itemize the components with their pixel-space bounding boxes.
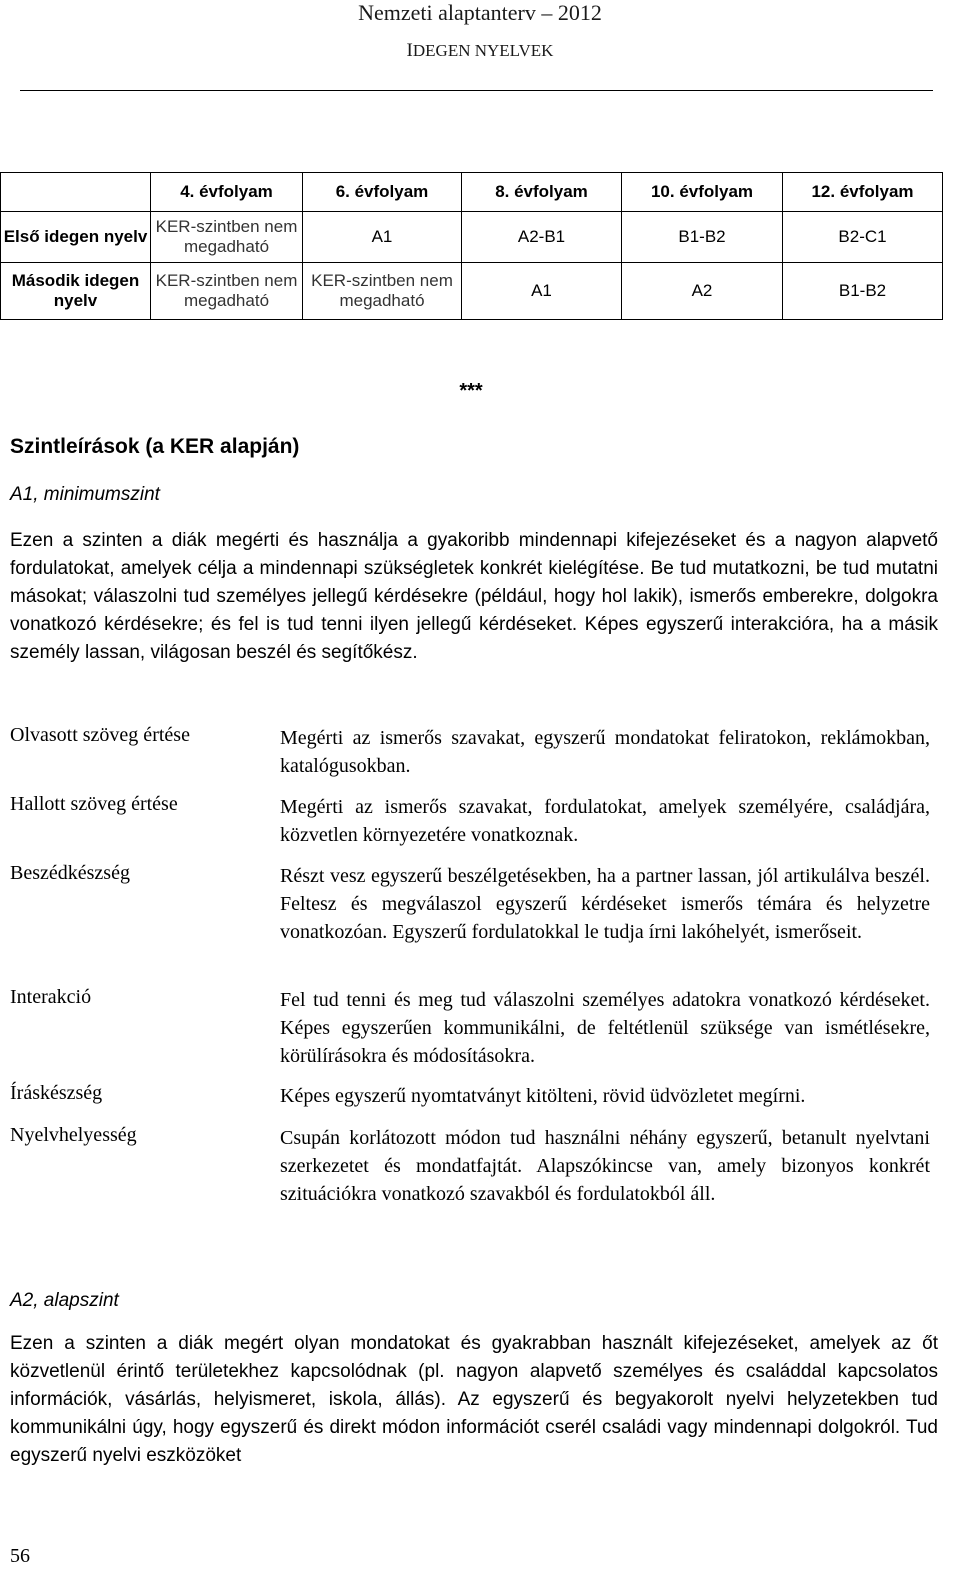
page-number: 56 xyxy=(10,1545,30,1567)
a2-intro-paragraph: Ezen a szinten a diák megért olyan mondatokat és gyakrabban használt kifejezéseket, amelyek az őt közvetlenül érintő területekhez kapcsolódnak (pl. nagyon alapvető személyes és családdal kapcsolatos információk, vásárlás, helyismeret, iskola, állás). Az egyszerű és begyakorolt nyelvi helyzetekben tud kommunikálni úgy, hogy egyszerű és direkt módon információt cserél családi vagy mindennapi dolgokról. Tud egyszerű nyelvi eszközöket xyxy=(10,1333,938,1466)
document-title: Nemzeti alaptanterv – 2012 xyxy=(358,0,602,25)
document-subtitle xyxy=(0,40,960,62)
table-cell: A2-B1 xyxy=(462,212,622,263)
skill-label-speaking: Beszédkészség xyxy=(10,862,130,884)
table-row-second-language xyxy=(1,263,943,320)
table-header-row xyxy=(1,173,943,212)
table-cell: B1-B2 xyxy=(783,263,943,320)
table-cell: B2-C1 xyxy=(783,212,943,263)
table-cell: A1 xyxy=(303,212,462,263)
header-rule xyxy=(20,90,933,91)
subtitle-initial: I xyxy=(406,40,413,61)
skill-text-speaking: Részt vesz egyszerű beszélgetésekben, ha a partner lassan, jól artikulálva beszél. Feltesz és megválaszol egyszerű kérdéseket ismerős témára és helyzetre vonatkozóan. Egyszerű fordulatokkal le tudja írni lakóhelyét, ismerőseit. xyxy=(280,865,930,943)
col-header-grade-6: 6. évfolyam xyxy=(303,173,462,212)
skill-text-interaction: Fel tud tenni és meg tud válaszolni személyes adatokra vonatkozó kérdéseket. Képes egyszerűen kommunikálni, de feltétlenül szüksége van ismétlésekre, körülírásokra és módosításokra. xyxy=(280,989,930,1067)
table-cell: KER-szintben nem megadható xyxy=(151,212,303,263)
table-cell: A2 xyxy=(622,263,783,320)
skill-text-accuracy: Csupán korlátozott módon tud használni néhány egyszerű, betanult nyelvtani szerkezetet és mondatfajtát. Alapszókincse van, amely bizonyos konkrét szituációkra vonatkozó szavakból és fordulatokból áll. xyxy=(280,1127,930,1205)
row-label: Második idegen nyelv xyxy=(1,263,151,320)
skill-label-reading: Olvasott szöveg értése xyxy=(10,724,190,746)
table-row-first-language xyxy=(1,212,943,263)
table-cell: B1-B2 xyxy=(622,212,783,263)
table-cell: KER-szintben nem megadható xyxy=(303,263,462,320)
skill-label-interaction: Interakció xyxy=(10,986,92,1008)
skill-label-listening: Hallott szöveg értése xyxy=(10,793,178,815)
a1-heading: A1, minimumszint xyxy=(10,484,160,505)
row-label: Első idegen nyelv xyxy=(1,212,151,263)
skill-text-reading: Megérti az ismerős szavakat, egyszerű mondatokat feliratokon, reklámokban, katalógusokban. xyxy=(280,727,930,777)
col-header-grade-8: 8. évfolyam xyxy=(462,173,622,212)
language-level-table xyxy=(0,172,943,320)
skill-text-writing: Képes egyszerű nyomtatványt kitölteni, rövid üdvözletet megírni. xyxy=(280,1085,806,1107)
skill-text-listening: Megérti az ismerős szavakat, fordulatokat, amelyek személyére, családjára, közvetlen környezetére vonatkoznak. xyxy=(280,796,930,846)
subtitle-rest: DEGEN NYELVEK xyxy=(412,41,554,60)
a1-intro-paragraph: Ezen a szinten a diák megérti és használja a gyakoribb mindennapi kifejezéseket és a nagyon alapvető fordulatokat, amelyek célja a mindennapi szükségletek konkrét kielégítése. Be tud mutatkozni, be tud mutatni másokat; válaszolni tud személyes jellegű kérdésekre (például, hogy hol lakik), ismerős emberekre, dolgokra vonatkozó kérdésekre; és fel is tud tenni ilyen jellegű kérdéseket. Képes egyszerű interakcióra, ha a másik személy lassan, világosan beszél és segítőkész. xyxy=(10,530,938,663)
col-header-grade-4: 4. évfolyam xyxy=(151,173,303,212)
table-cell: KER-szintben nem megadható xyxy=(151,263,303,320)
a2-heading: A2, alapszint xyxy=(10,1290,119,1311)
skill-label-accuracy: Nyelvhelyesség xyxy=(10,1124,137,1146)
col-header-grade-12: 12. évfolyam xyxy=(783,173,943,212)
table-cell: A1 xyxy=(462,263,622,320)
section-separator: *** xyxy=(459,380,483,402)
table-corner-cell xyxy=(1,173,151,212)
col-header-grade-10: 10. évfolyam xyxy=(622,173,783,212)
section-heading: Szintleírások (a KER alapján) xyxy=(10,435,300,458)
skill-label-writing: Íráskészség xyxy=(10,1082,103,1104)
